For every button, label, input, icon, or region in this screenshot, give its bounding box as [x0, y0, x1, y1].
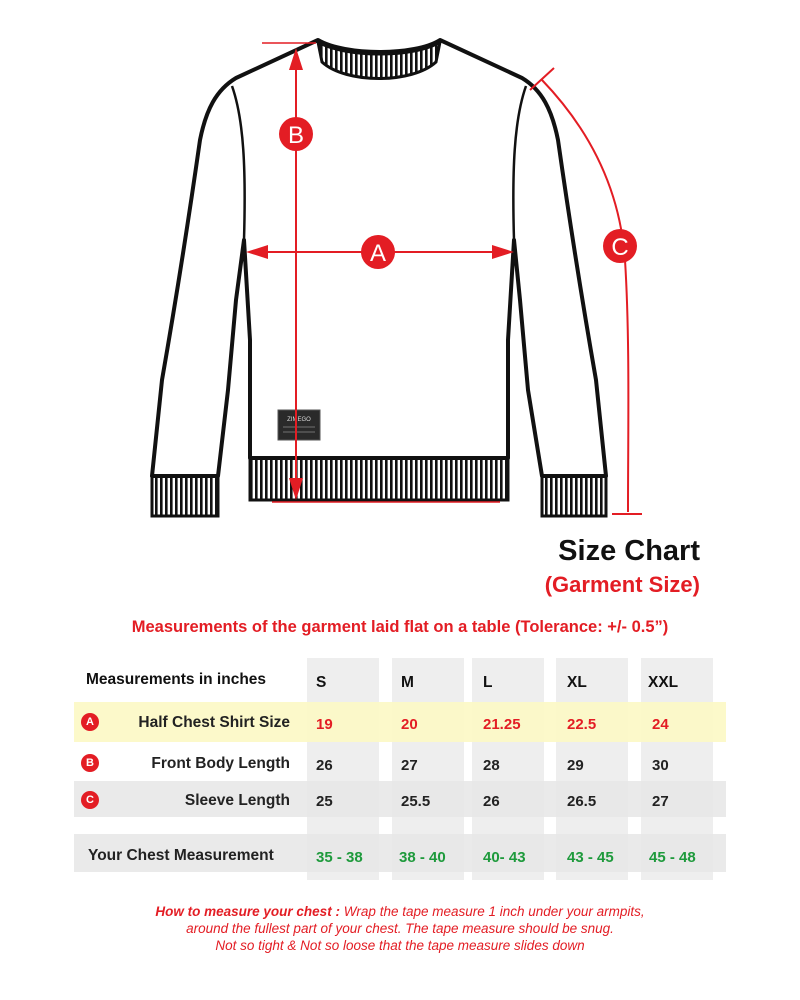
- chest-value-l: 40- 43: [483, 849, 526, 866]
- row-c-value-xl: 26.5: [567, 793, 597, 810]
- chest-row-label: Your Chest Measurement: [88, 847, 274, 864]
- left-cuff-rib: [152, 476, 218, 516]
- size-chart-subtitle: (Garment Size): [544, 572, 700, 597]
- row-b-value-s: 26: [316, 757, 333, 774]
- svg-text:C: C: [611, 234, 629, 261]
- row-a-value-m: 20: [401, 716, 418, 733]
- size-header-m: M: [401, 674, 414, 691]
- chest-value-xxl: 45 - 48: [649, 849, 696, 866]
- row-a-label: Half Chest Shirt Size: [138, 714, 290, 731]
- measurement-note: Measurements of the garment laid flat on a table (Tolerance: +/- 0.5”): [131, 618, 669, 636]
- row-c-value-l: 26: [483, 793, 500, 810]
- row-c-value-m: 25.5: [401, 793, 431, 810]
- how-to-measure-line3: Not so tight & Not so loose that the tape measure slides down: [215, 938, 585, 953]
- brand-tag: [278, 410, 320, 440]
- how-to-measure-line2: around the fullest part of your chest. The tape measure should be snug.: [186, 921, 614, 936]
- row-a-value-l: 21.25: [483, 716, 521, 733]
- row-b-value-m: 27: [401, 757, 418, 774]
- row-b-value-xl: 29: [567, 757, 584, 774]
- how-to-measure-lead: How to measure your chest :: [155, 904, 340, 919]
- row-a-value-xl: 22.5: [567, 716, 597, 733]
- size-header-s: S: [316, 674, 327, 691]
- row-b-badge: B: [81, 754, 99, 772]
- row-a-badge: A: [81, 713, 99, 731]
- chest-value-m: 38 - 40: [399, 849, 446, 866]
- size-chart-title: Size Chart: [558, 535, 700, 567]
- row-b-value-xxl: 30: [652, 757, 669, 774]
- row-c-value-xxl: 27: [652, 793, 669, 810]
- svg-text:A: A: [369, 240, 387, 267]
- how-to-measure-line1: Wrap the tape measure 1 inch under your armpits,: [339, 904, 645, 919]
- right-cuff-rib: [542, 476, 606, 516]
- brand-tag-text: ZIMEGO: [287, 417, 311, 423]
- sleeve-measure-top-tick: [530, 68, 554, 90]
- how-to-measure: [0, 903, 800, 954]
- size-header-l: L: [483, 674, 493, 691]
- row-c-label: Sleeve Length: [184, 792, 290, 809]
- row-highlight-c: [74, 781, 726, 817]
- svg-text:B: B: [287, 122, 305, 149]
- hem-rib: [250, 458, 508, 500]
- row-b-value-l: 28: [483, 757, 500, 774]
- row-c-value-s: 25: [316, 793, 333, 810]
- row-a-value-s: 19: [316, 716, 333, 733]
- row-b-label: Front Body Length: [151, 755, 290, 772]
- size-header-xl: XL: [567, 674, 587, 691]
- header-label: Measurements in inches: [86, 671, 267, 688]
- chest-value-xl: 43 - 45: [567, 849, 614, 866]
- chest-value-s: 35 - 38: [316, 849, 363, 866]
- size-table: [0, 658, 800, 888]
- size-header-xxl: XXL: [648, 674, 679, 691]
- row-c-badge: C: [81, 791, 99, 809]
- row-a-value-xxl: 24: [652, 716, 669, 733]
